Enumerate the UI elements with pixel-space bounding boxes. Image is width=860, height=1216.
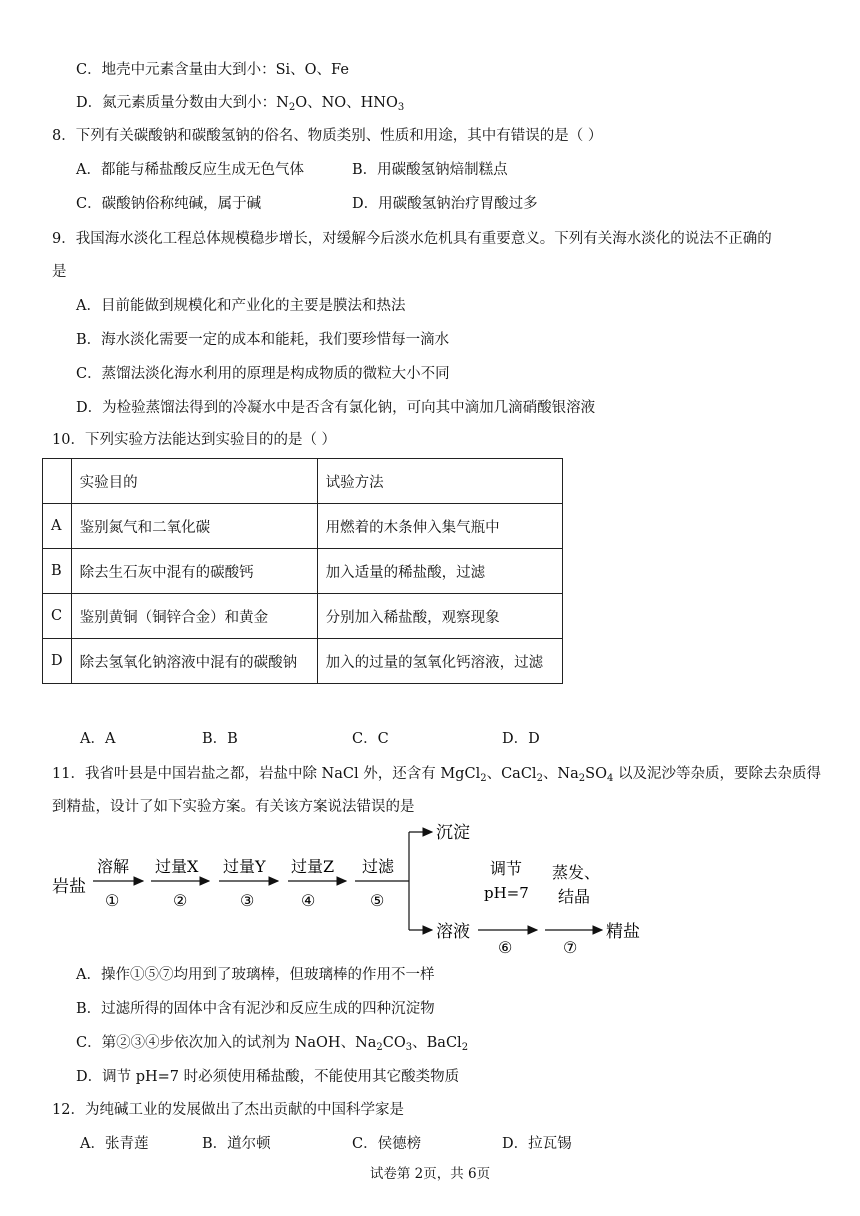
q11-option-a: A．操作①⑤⑦均用到了玻璃棒，但玻璃棒的作用不一样 <box>76 967 435 983</box>
flow-step-label: 过量X <box>155 857 199 876</box>
q9-option-b: B．海水淡化需要一定的成本和能耗，我们要珍惜每一滴水 <box>76 332 450 348</box>
q7-option-d: D．氮元素质量分数由大到小：$N_2O$、NO、$HNO_3$ <box>76 95 405 113</box>
table-row <box>43 504 563 549</box>
q8-option-c: C．碳酸钠俗称纯碱，属于碱 <box>76 196 262 212</box>
table-header-cell: 实验目的 <box>71 459 317 504</box>
q10-option-b: B．B <box>202 731 238 747</box>
flow-step-label: 过滤 <box>362 857 395 876</box>
flow-step-label: 过量Y <box>223 857 266 876</box>
q11-option-d: D．调节 pH=7 时必须使用稀盐酸，不能使用其它酸类物质 <box>76 1069 460 1085</box>
page-footer: 试卷第 2页，共 6页 <box>369 1166 491 1182</box>
flow-crystallize-label: 结晶 <box>558 887 591 906</box>
q9-option-a: A．目前能做到规模化和产业化的主要是膜法和热法 <box>76 298 406 314</box>
table-cell: C <box>43 594 72 639</box>
flow-adjust-label: 调节 <box>490 859 523 878</box>
table-header-row <box>43 459 563 504</box>
q11-stem-line1: 11．我省叶县是中国岩盐之都，岩盐中除 NaCl 外，还含有 MgCl$_2$、CaCl$_2$、$Na_2SO_4$ 以及泥沙等杂质，要除去杂质得 <box>52 766 821 784</box>
q11-stem-line2: 到精盐，设计了如下实验方案。有关该方案说法错误的是 <box>52 799 415 815</box>
table-cell: 鉴别氮气和二氧化碳 <box>71 504 317 549</box>
table-row <box>43 549 563 594</box>
flow-start-label: 岩盐 <box>52 877 86 897</box>
flow-step-number: ⑤ <box>370 891 385 910</box>
table-cell: A <box>43 504 72 549</box>
q8-option-d: D．用碳酸氢钠治疗胃酸过多 <box>352 196 538 212</box>
q9-stem-line2: 是 <box>52 264 67 280</box>
q9-option-c: C．蒸馏法淡化海水利用的原理是构成物质的微粒大小不同 <box>76 366 450 382</box>
q10-option-d: D．D <box>502 731 540 747</box>
q12-option-b: B．道尔顿 <box>202 1136 271 1152</box>
flow-evaporate-label: 蒸发、 <box>552 863 601 882</box>
q10-stem: 10．下列实验方法能达到实验目的的是（ ） <box>52 432 337 448</box>
flow-step-number: ① <box>105 891 120 910</box>
q12-option-a: A．张青莲 <box>80 1136 149 1152</box>
q9-option-d: D．为检验蒸馏法得到的冷凝水中是否含有氯化钠，可向其中滴加几滴硝酸银溶液 <box>76 400 596 416</box>
table-cell: 用燃着的木条伸入集气瓶中 <box>317 504 562 549</box>
flow-step-number: ⑥ <box>498 938 513 957</box>
flow-product-label: 精盐 <box>606 922 640 942</box>
q10-option-a: A．A <box>80 731 116 747</box>
flow-solution-label: 溶液 <box>436 922 470 942</box>
table-cell: 分别加入稀盐酸，观察现象 <box>317 594 562 639</box>
q8-option-b: B．用碳酸氢钠焙制糕点 <box>352 162 508 178</box>
flow-step-number: ③ <box>240 891 255 910</box>
q10-table <box>42 458 563 684</box>
q8-stem: 8．下列有关碳酸钠和碳酸氢钠的俗名、物质类别、性质和用途，其中有错误的是（ ） <box>52 128 603 144</box>
table-row <box>43 639 563 684</box>
flow-adjust-ph: pH=7 <box>484 884 529 902</box>
table-cell: 除去生石灰中混有的碳酸钙 <box>71 549 317 594</box>
flow-step-number: ⑦ <box>563 938 578 957</box>
flow-step-label: 过量Z <box>291 857 335 876</box>
table-header-cell: 试验方法 <box>317 459 562 504</box>
table-cell: B <box>43 549 72 594</box>
salt-purification-flowchart <box>0 810 860 960</box>
table-header-cell <box>43 459 72 504</box>
q11-option-c: C．第②③④步依次加入的试剂为 NaOH、$Na_2CO_3$、BaCl$_2$ <box>76 1035 469 1053</box>
table-cell: 鉴别黄铜（铜锌合金）和黄金 <box>71 594 317 639</box>
q12-option-d: D．拉瓦锡 <box>502 1136 572 1152</box>
q8-option-a: A．都能与稀盐酸反应生成无色气体 <box>76 162 304 178</box>
q10-option-c: C．C <box>352 731 389 747</box>
q7-option-c: C．地壳中元素含量由大到小：Si、O、Fe <box>76 62 349 78</box>
table-cell: 加入的过量的氢氧化钙溶液，过滤 <box>317 639 562 684</box>
table-cell: 加入适量的稀盐酸，过滤 <box>317 549 562 594</box>
q12-stem: 12．为纯碱工业的发展做出了杰出贡献的中国科学家是 <box>52 1102 404 1118</box>
flow-step-number: ② <box>173 891 188 910</box>
q11-option-b: B．过滤所得的固体中含有泥沙和反应生成的四种沉淀物 <box>76 1001 435 1017</box>
q12-option-c: C．侯德榜 <box>352 1136 422 1152</box>
flow-step-label: 溶解 <box>97 857 130 876</box>
flow-step-number: ④ <box>301 891 316 910</box>
table-row <box>43 594 563 639</box>
table-cell: 除去氢氧化钠溶液中混有的碳酸钠 <box>71 639 317 684</box>
flow-precipitate-label: 沉淀 <box>436 823 470 843</box>
table-cell: D <box>43 639 72 684</box>
q9-stem-line1: 9．我国海水淡化工程总体规模稳步增长，对缓解今后淡水危机具有重要意义。下列有关海水淡化的说法不正确的 <box>52 231 772 247</box>
